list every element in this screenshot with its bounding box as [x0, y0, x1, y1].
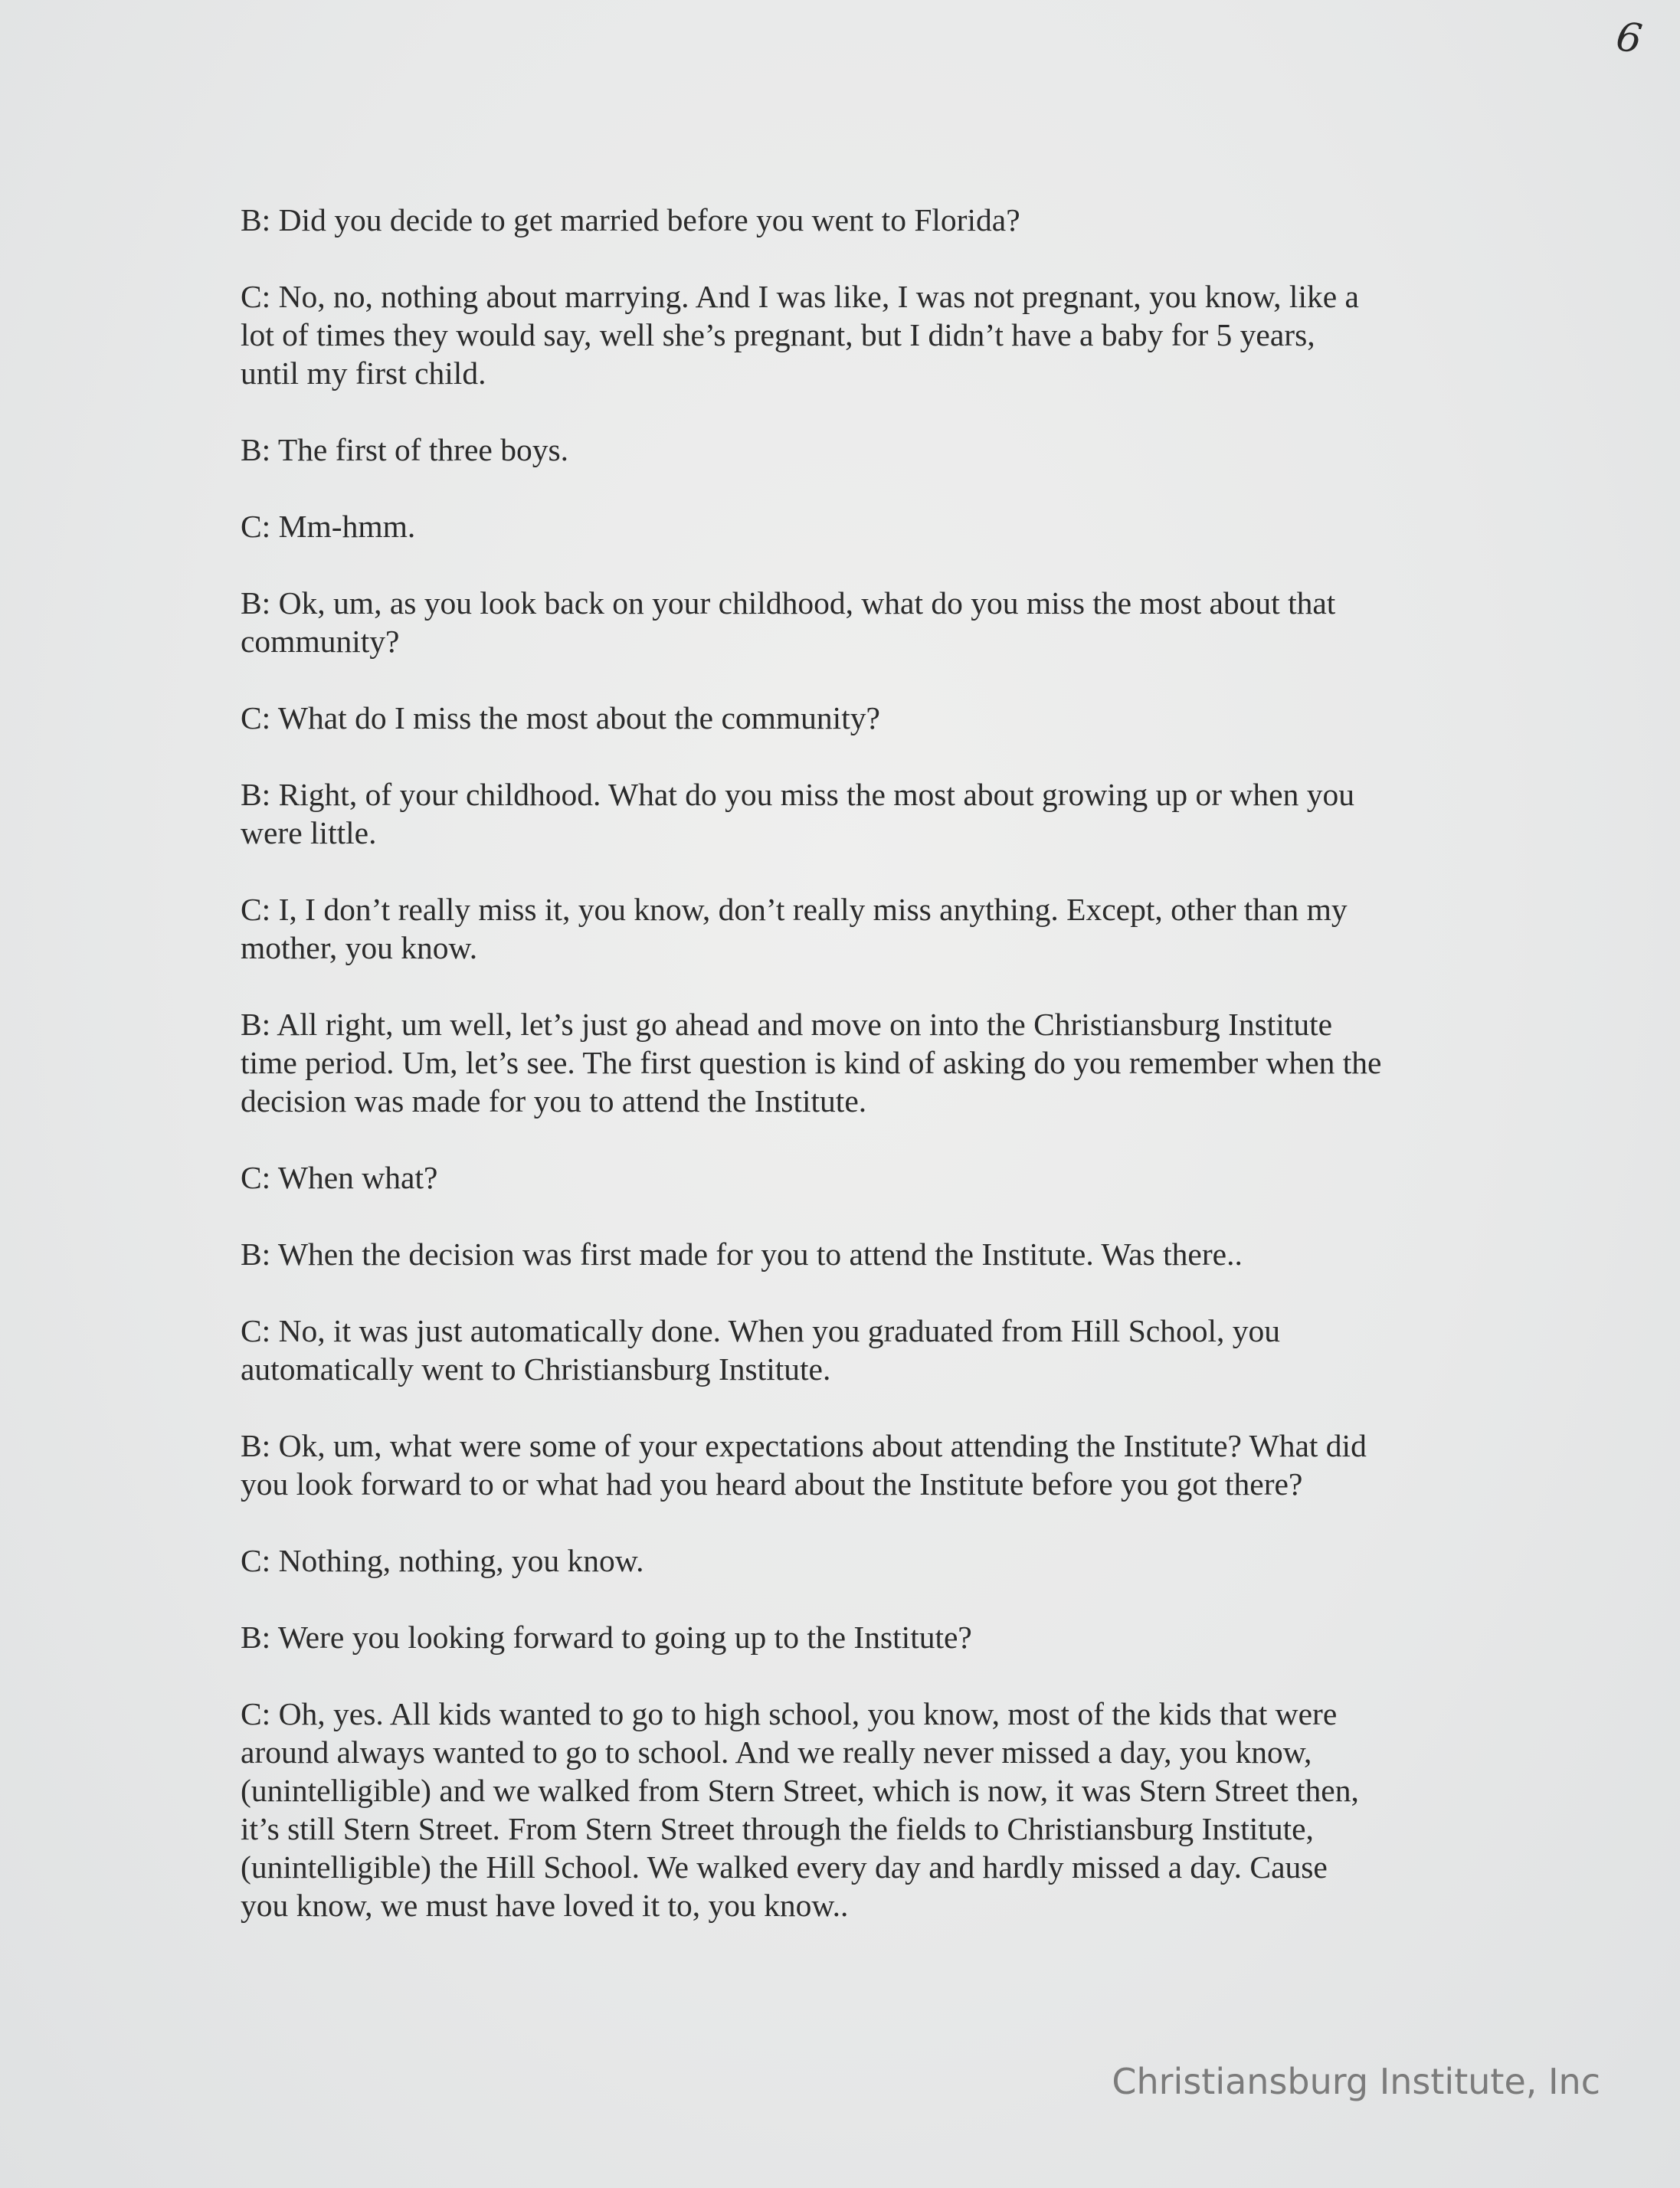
transcript-paragraph: C: Mm-hmm. — [241, 509, 416, 544]
transcript-paragraph: B: When the decision was first made for you to attend the Institute. Was there.. — [241, 1236, 1243, 1272]
interview-transcript — [241, 201, 1466, 1963]
transcript-paragraph: C: No, it was just automatically done. When you graduated from Hill School, you automatically went to Christiansburg Institute. — [241, 1313, 1280, 1387]
transcript-paragraph: B: The first of three boys. — [241, 432, 568, 467]
transcript-paragraph: B: Did you decide to get married before you went to Florida? — [241, 202, 1020, 237]
transcript-paragraph: C: No, no, nothing about marrying. And I was like, I was not pregnant, you know, like a lot of times they would say, well she’s pregnant, but I didn’t have a baby for 5 years, until my first child. — [241, 279, 1359, 391]
transcript-paragraph: B: Ok, um, what were some of your expectations about attending the Institute? What did you look forward to or what had you heard about the Institute before you got there? — [241, 1428, 1367, 1502]
transcript-paragraph: C: Nothing, nothing, you know. — [241, 1543, 644, 1578]
transcript-paragraph: C: Oh, yes. All kids wanted to go to high school, you know, most of the kids that were around always wanted to go to school. And we really never missed a day, you know, (unintelligible) and we walked from Stern Street, which is now, it was Stern Street then, it’s still Stern Street. From Stern Street through the fields to Christiansburg Institute, (unintelligible) the Hill School. We walked every day and hardly missed a day. Cause you know, we must have loved it to, you know.. — [241, 1696, 1359, 1923]
transcript-paragraph: B: All right, um well, let’s just go ahead and move on into the Christiansburg Institute time period. Um, let’s see. The first question is kind of asking do you remember when the decision was made for you to attend the Institute. — [241, 1007, 1382, 1119]
transcript-paragraph: B: Were you looking forward to going up to the Institute? — [241, 1620, 972, 1655]
transcript-paragraph: C: I, I don’t really miss it, you know, don’t really miss anything. Except, other than my mother, you know. — [241, 892, 1348, 965]
transcript-paragraph: B: Right, of your childhood. What do you miss the most about growing up or when you were little. — [241, 777, 1354, 850]
watermark: Christiansburg Institute, Inc — [1112, 2061, 1600, 2102]
transcript-paragraph: C: When what? — [241, 1160, 438, 1195]
handwritten-page-number: 6 — [1613, 13, 1646, 64]
transcript-paragraph: B: Ok, um, as you look back on your childhood, what do you miss the most about that community? — [241, 585, 1336, 659]
transcript-paragraph: C: What do I miss the most about the community? — [241, 700, 880, 735]
